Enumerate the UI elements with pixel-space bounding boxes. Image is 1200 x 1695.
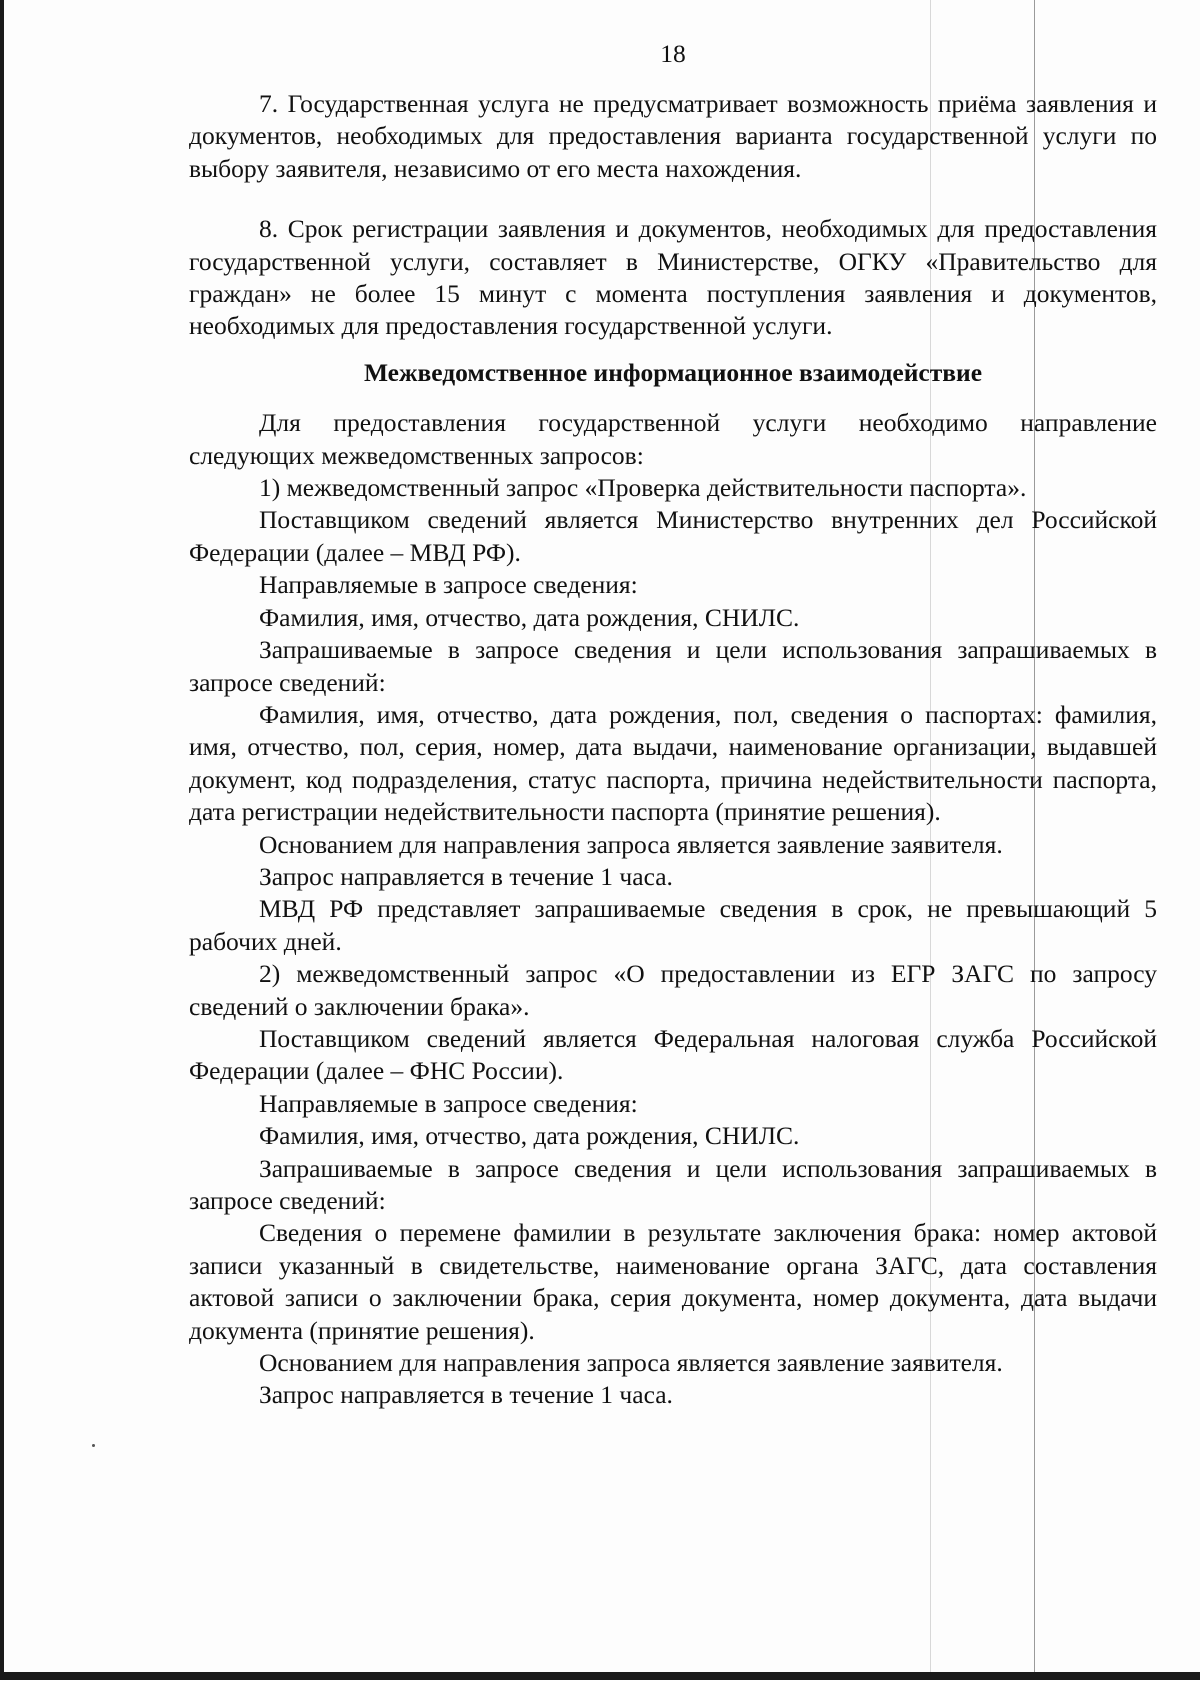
request-1-title: 1) межведомственный запрос «Проверка действительности паспорта». [259,473,1027,503]
paragraph-item-8: 8. Срок регистрации заявления и документов, необходимых для предоставления государственной услуги, составляет в Министерстве, ОГКУ «Правительство для граждан» не более 15 минут с момента поступления заявления и документов, необходимых для предоставления государственной услуги. [189,214,1157,341]
paragraph-intro: Для предоставления государственной услуги необходимо направление следующих межведомственных запросов: [189,408,1157,470]
scan-left-border [0,0,4,1695]
request-2-basis: Основанием для направления запроса является заявление заявителя. [259,1348,1003,1378]
request-2-sent-label: Направляемые в запросе сведения: [259,1088,638,1118]
request-1-provider: Поставщиком сведений является Министерство внутренних дел Российской Федерации (далее – МВД РФ). [189,505,1157,567]
paragraph-item-7: 7. Государственная услуга не предусматривает возможность приёма заявления и документов, необходимых для предоставления варианта государственной услуги по выбору заявителя, независимо от его места нахождения. [189,89,1157,183]
scan-bottom-border [0,1672,1200,1695]
section-heading: Межведомственное информационное взаимодействие [363,357,983,387]
scan-speck [92,1444,95,1447]
request-2-requested-label: Запрашиваемые в запросе сведения и цели использования запрашиваемых в запросе сведений: [189,1153,1157,1215]
request-1-basis: Основанием для направления запроса является заявление заявителя. [259,829,1003,859]
request-2-sent-values: Фамилия, имя, отчество, дата рождения, СНИЛС. [259,1121,800,1151]
request-1-timing: Запрос направляется в течение 1 часа. [259,861,673,891]
page-number: 18 [660,39,686,68]
request-1-sent-values: Фамилия, имя, отчество, дата рождения, СНИЛС. [259,602,800,632]
document-body [189,36,1157,1412]
spacer [189,185,1157,213]
request-1-requested-label: Запрашиваемые в запросе сведения и цели использования запрашиваемых в запросе сведений: [189,635,1157,697]
request-1-response: МВД РФ представляет запрашиваемые сведения в срок, не превышающий 5 рабочих дней. [189,894,1157,956]
request-2-title: 2) межведомственный запрос «О предоставлении из ЕГР ЗАГС по запросу сведений о заключении брака». [189,959,1157,1021]
request-1-sent-label: Направляемые в запросе сведения: [259,570,638,600]
request-2-provider: Поставщиком сведений является Федеральная налоговая служба Российской Федерации (далее – ФНС России). [189,1023,1157,1086]
request-2-timing: Запрос направляется в течение 1 часа. [259,1380,673,1410]
request-2-requested-values: Сведения о перемене фамилии в результате заключения брака: номер актовой записи указанный в свидетельстве, наименование органа ЗАГС, дата составления актовой записи о заключении брака, серия документа, номер документа, дата выдачи документа (принятие решения). [189,1218,1157,1345]
request-1-requested-values: Фамилия, имя, отчество, дата рождения, пол, сведения о паспортах: фамилия, имя, отчество, пол, серия, номер, дата выдачи, наименование организации, выдавшей документ, код подразделения, статус паспорта, причина недействительности паспорта, дата регистрации недействительности паспорта (принятие решения). [189,699,1157,827]
